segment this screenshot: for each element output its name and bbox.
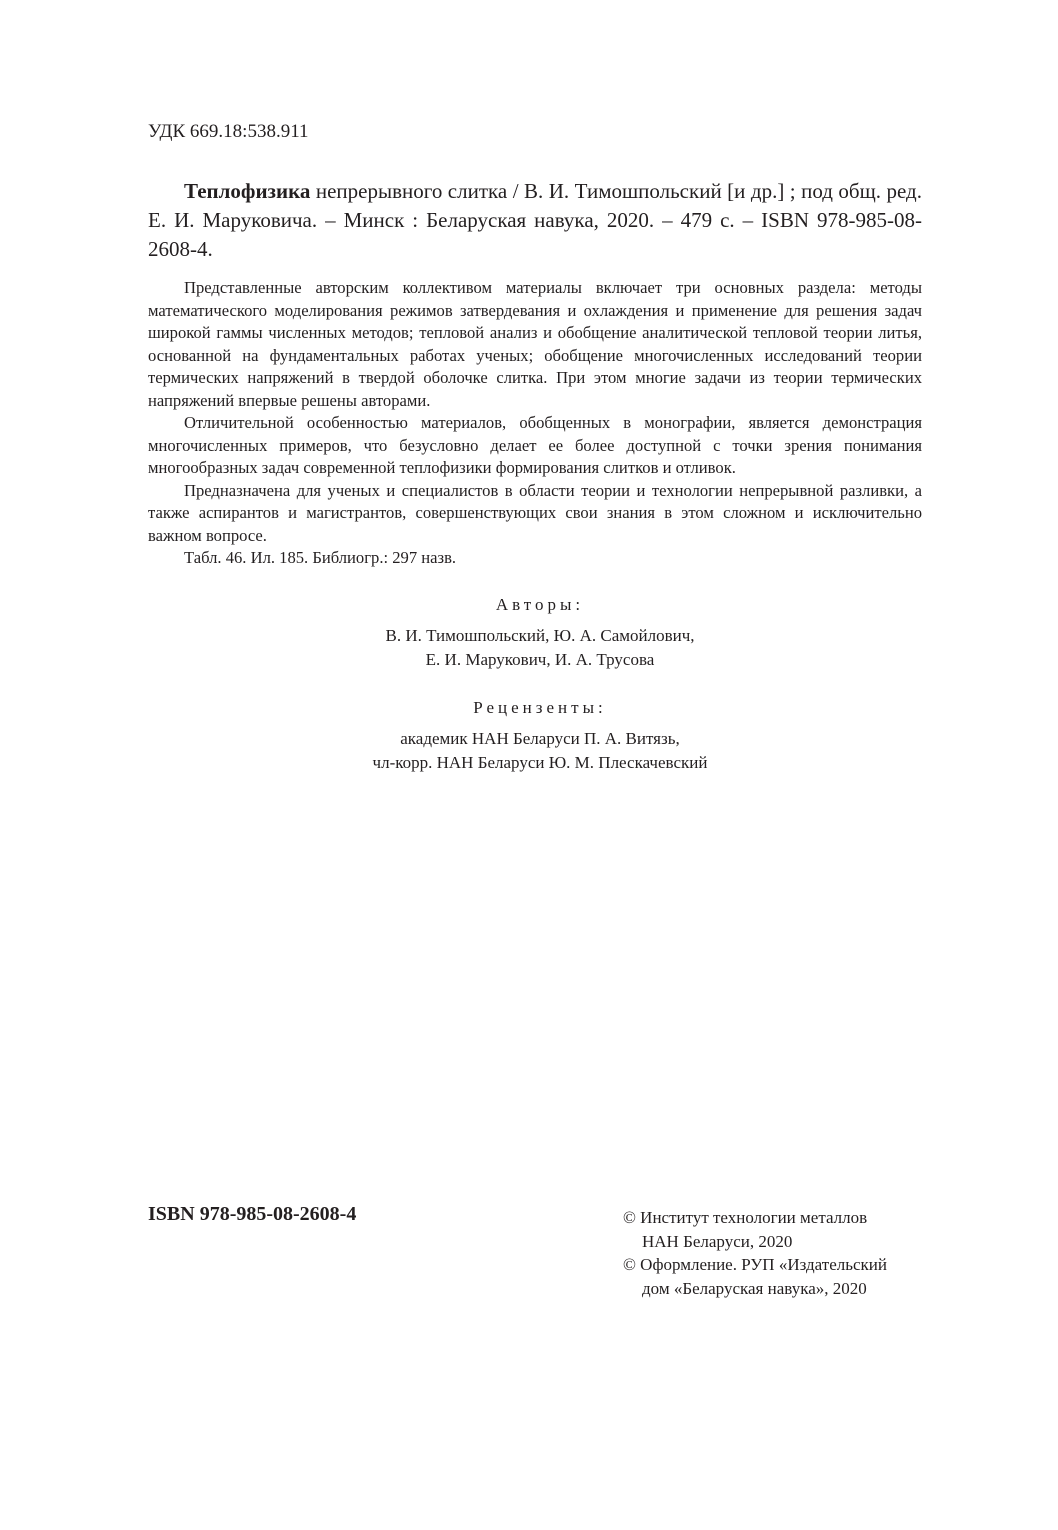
abstract (148, 277, 922, 570)
book-title: Теплофизика (184, 179, 311, 203)
abstract-paragraph: Отличительной особенностью материалов, обобщенных в монографии, является демонстрация многочисленных примеров, что безусловно делает ее более доступной с точки зрения понимания многообразных задач современной теплофизики формирования слитков и отливок. (148, 413, 922, 477)
abstract-paragraph: Предназначена для ученых и специалистов в области теории и технологии непрерывной разливки, а также аспирантов и магистрантов, совершенствующих свои знания в этом сложном и исключительно важном вопросе. (148, 480, 922, 545)
copyright-block (623, 1206, 887, 1300)
copyright-line: дом «Беларуская навука», 2020 (642, 1278, 867, 1298)
reviewers-block (290, 696, 790, 775)
abstract-stats: Табл. 46. Ил. 185. Библиогр.: 297 назв. (184, 548, 457, 567)
bibliographic-details: непрерывного слитка / В. И. Тимошпольский [и др.] ; под общ. ред. Е. И. Маруковича. – Минск : Беларуская навука, 2020. – 479 с. – ISBN 978-985-08-2608-4. (148, 179, 922, 261)
abstract-paragraph: Представленные авторским коллективом материалы включает три основных раздела: методы математического моделирования режимов затвердевания и охлаждения и применение для решения задач широкой гаммы численных методов; тепловой анализ и обобщение аналитической тепловой теории литья, основанной на фундаментальных работах ученых; обобщение многочисленных исследований теории термических напряжений в твердой оболочке слитка. При этом многие задачи из теории термических напряжений впервые решены авторами. (148, 278, 922, 410)
isbn-footer: ISBN 978-985-08-2608-4 (148, 1203, 357, 1225)
authors-block (290, 593, 790, 672)
authors-line: Е. И. Марукович, И. А. Трусова (425, 650, 655, 669)
bibliographic-record (148, 177, 922, 264)
copyright-line: © Институт технологии металлов (623, 1208, 868, 1227)
authors-line: В. И. Тимошпольский, Ю. А. Самойлович, (385, 626, 695, 645)
reviewers-line: академик НАН Беларуси П. А. Витязь, (400, 729, 680, 748)
copyright-line: © Оформление. РУП «Издательский (623, 1255, 887, 1274)
udk-code: УДК 669.18:538.911 (148, 121, 309, 142)
copyright-line: НАН Беларуси, 2020 (642, 1231, 793, 1251)
authors-heading: Авторы: (495, 595, 585, 614)
reviewers-line: чл-корр. НАН Беларуси Ю. М. Плескачевский (372, 753, 708, 772)
reviewers-heading: Рецензенты: (473, 698, 607, 717)
